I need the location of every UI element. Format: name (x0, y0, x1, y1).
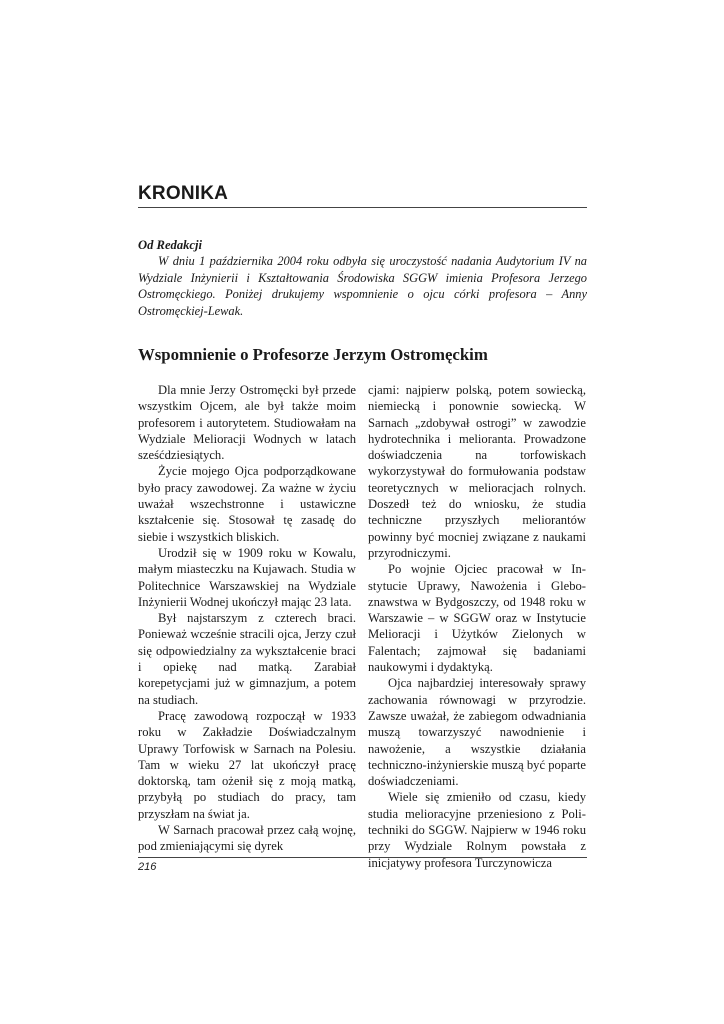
paragraph: W Sarnach pracował przez całą wojnę, pod zmieniającymi się dyrek (138, 823, 356, 854)
paragraph: Dla mnie Jerzy Ostromęcki był przede wszystkim Ojcem, ale był także moim profesorem i autorytetem. Studiowałam na Wydziale Melioracji Wodnych w latach sześćdziesiątych. (138, 383, 356, 463)
paragraph: Pracę zawodową rozpoczął w 1933 roku w Zakładzie Doświadczalnym Uprawy Torfowisk w Sarnach na Polesiu. Tam w wieku 27 lat ukończył pracę doktorską, tam ożenił się z moją matką, przybyłą po studiach do pracy, tam przyszłam na świat ja. (138, 708, 356, 821)
editorial-title: Od Redakcji (138, 238, 203, 252)
paragraph: Życie mojego Ojca podporządkowane było pracy zawodowej. Za ważne w życiu uważał wszechstronne i ustawiczne kształcenie się. Stosował tę zasadę do siebie i wszystkich bliskich. (138, 464, 356, 544)
editorial-body: W dniu 1 października 2004 roku odbyła się uroczystość nadania Audytorium IV na Wydziale Inżynierii i Kształtowania Środowiska SGGW imienia Profesora Jerzego Ostromęckiego. Poniżej drukujemy wspomnienie o ojcu córki profesora – Anny Ostromęckiej-Lewak. (138, 254, 587, 318)
paragraph: Był najstarszym z czterech braci. Ponieważ wcześnie stracili ojca, Jerzy czuł się odpowiedzialny za wykształcenie braci i opiekę nad matką. Zarabiał korepetycjami już w gimnazjum, a potem na studiach. (138, 611, 356, 707)
article-column-left (138, 382, 356, 855)
section-title: KRONIKA (138, 183, 229, 204)
paragraph-continuation: cjami: najpierw polską, potem sowiecką, niemiecką i ponownie sowiecką. W Sarnach „zdobywał ostrogi” w zawodzie hydrotechnika i melioranta. Prowadzone doświadczenia na torfowiskach wykorzystywał do formułowania podstaw teoretycznych w melioracjach rolnych. Doszedł też do wniosku, że studia techniczne przyszłych meliorantów powinny być mocniej związane z naukami przyrodniczymi. (368, 383, 586, 560)
article-column-right (368, 382, 586, 871)
page-number: 216 (138, 861, 157, 873)
article-title: Wspomnienie o Profesorze Jerzym Ostromęckim (138, 345, 488, 364)
paragraph: Urodził się w 1909 roku w Kowalu, małym miasteczku na Kujawach. Studia w Politechnice Warszawskiej na Wydziale Inżynierii Wodnej ukończył mając 23 lata. (138, 545, 356, 609)
editorial-note (138, 237, 587, 319)
paragraph: Ojca najbardziej interesowały sprawy zachowania równowagi w przyrodzie. Zawsze uważał, że zabiegom odwadniania muszą towarzyszyć nawodnienie i nawożenie, a wszystkie działania techniczno-inżynierskie muszą być poparte doświadczeniami. (368, 676, 586, 789)
header-divider (138, 207, 587, 208)
paragraph: Po wojnie Ojciec pracował w Instytucie Uprawy, Nawożenia i Gleboznawstwa w Bydgoszczy, od 1948 roku w Warszawie – w SGGW oraz w Instytucie Melioracji i Użytków Zielonych w Falentach; zajmował się badaniami naukowymi i dydaktyką. (368, 562, 586, 675)
paragraph: Wiele się zmieniło od czasu, kiedy studia melioracyjne przeniesiono z Politechniki do SGGW. Najpierw w 1946 roku przy Wydziale Rolnym powstała z inicjatywy profesora Turczynowicza (368, 790, 586, 870)
footer-divider (138, 857, 587, 858)
